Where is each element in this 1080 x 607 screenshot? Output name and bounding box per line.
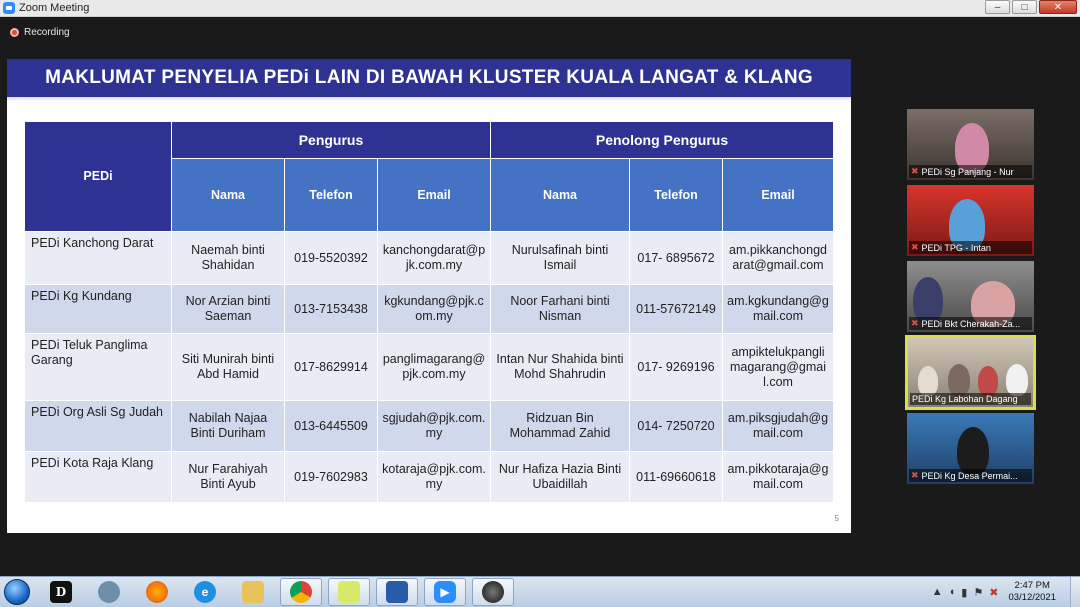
window-controls <box>985 0 1077 14</box>
cell-penolong-telefon: 017- 6895672 <box>630 232 722 284</box>
start-button[interactable] <box>0 577 34 607</box>
cell-pengurus-nama: Naemah binti Shahidan <box>172 232 284 284</box>
cell-pengurus-telefon: 019-5520392 <box>285 232 377 284</box>
cell-pedi: PEDi Org Asli Sg Judah <box>25 401 171 451</box>
firefox-icon <box>146 581 168 603</box>
recording-indicator[interactable] <box>10 27 70 38</box>
participant-avatar <box>948 364 970 396</box>
shared-slide <box>7 59 851 533</box>
slide-header <box>7 59 851 97</box>
volume-icon[interactable]: ◖ <box>948 585 956 598</box>
header-pengurus-nama: Nama <box>172 159 284 231</box>
header-pengurus-email: Email <box>378 159 490 231</box>
mic-muted-icon: ✖ <box>911 318 919 328</box>
header-penolong-pengurus: Penolong Pengurus <box>491 122 833 158</box>
cell-pedi: PEDi Teluk Panglima Garang <box>25 334 171 400</box>
participant-name-label: ✖ PEDi Kg Desa Permai... <box>909 469 1032 482</box>
slide-page-number: 5 <box>834 514 839 523</box>
taskbar-app[interactable] <box>232 578 274 606</box>
cell-pedi: PEDi Kanchong Darat <box>25 232 171 284</box>
cell-pengurus-email: kanchongdarat@pjk.com.my <box>378 232 490 284</box>
cell-pengurus-email: panglimagarang@pjk.com.my <box>378 334 490 400</box>
taskbar-app[interactable] <box>136 578 178 606</box>
zoom-app-icon <box>3 2 15 14</box>
supervisor-table <box>24 121 834 503</box>
header-penolong-email: Email <box>723 159 833 231</box>
window-title: Zoom Meeting <box>19 2 90 14</box>
table-row <box>25 401 833 451</box>
table-row <box>25 334 833 400</box>
table-row <box>25 452 833 502</box>
chrome-icon <box>290 581 312 603</box>
taskbar-app[interactable] <box>88 578 130 606</box>
cell-penolong-telefon: 014- 7250720 <box>630 401 722 451</box>
participant-name-label: ✖ PEDi TPG - Intan <box>909 241 1032 254</box>
taskbar-app[interactable] <box>328 578 370 606</box>
cell-pengurus-nama: Nabilah Najaa Binti Duriham <box>172 401 284 451</box>
cell-pengurus-nama: Siti Munirah binti Abd Hamid <box>172 334 284 400</box>
participant-avatar <box>978 366 998 396</box>
security-icon[interactable]: ✖ <box>989 586 999 599</box>
clock-time: 2:47 PM <box>1014 580 1050 591</box>
network-icon <box>98 581 120 603</box>
minimize-button[interactable]: – <box>985 0 1010 14</box>
taskbar-app[interactable] <box>280 578 322 606</box>
cell-penolong-email: am.piksgjudah@gmail.com <box>723 401 833 451</box>
active-speaker-tile[interactable] <box>905 335 1036 410</box>
cell-pengurus-nama: Nur Farahiyah Binti Ayub <box>172 452 284 502</box>
taskbar <box>0 576 1080 607</box>
system-clock[interactable] <box>1008 580 1056 604</box>
maximize-button[interactable]: □ <box>1012 0 1037 14</box>
participant-name-label: ✖ PEDi Bkt Cherakah-Za... <box>909 317 1032 330</box>
header-pengurus-telefon: Telefon <box>285 159 377 231</box>
show-desktop-button[interactable] <box>1070 577 1080 607</box>
taskbar-app[interactable] <box>472 578 514 606</box>
tray-icons <box>932 586 999 599</box>
participant-name-label: PEDi Kg Labohan Dagang <box>910 393 1031 405</box>
cell-pengurus-email: kgkundang@pjk.com.my <box>378 285 490 333</box>
cell-penolong-telefon: 017- 9269196 <box>630 334 722 400</box>
participant-tile[interactable] <box>907 261 1034 332</box>
cell-pengurus-telefon: 013-6445509 <box>285 401 377 451</box>
zoom-icon: ▶ <box>434 581 456 603</box>
cell-pengurus-nama: Nor Arzian binti Saeman <box>172 285 284 333</box>
cell-penolong-nama: Noor Farhani binti Nisman <box>491 285 629 333</box>
cell-pedi: PEDi Kg Kundang <box>25 285 171 333</box>
header-penolong-nama: Nama <box>491 159 629 231</box>
cell-penolong-nama: Nur Hafiza Hazia Binti Ubaidillah <box>491 452 629 502</box>
table-row <box>25 285 833 333</box>
cell-penolong-nama: Ridzuan Bin Mohammad Zahid <box>491 401 629 451</box>
cell-penolong-telefon: 011-69660618 <box>630 452 722 502</box>
notes-icon <box>338 581 360 603</box>
clock-date: 03/12/2021 <box>1008 592 1056 603</box>
cell-pengurus-email: sgjudah@pjk.com.my <box>378 401 490 451</box>
header-pedi: PEDi <box>25 122 171 231</box>
recording-label: Recording <box>24 27 70 38</box>
taskbar-app[interactable] <box>376 578 418 606</box>
system-tray <box>932 577 1080 607</box>
flag-icon[interactable]: ⚑ <box>973 586 984 599</box>
cell-pengurus-telefon: 017-8629914 <box>285 334 377 400</box>
network-tray-icon[interactable]: ▮ <box>961 586 968 599</box>
slide-header-shadow <box>7 97 851 101</box>
mic-muted-icon: ✖ <box>911 166 919 176</box>
ie-icon: e <box>194 581 216 603</box>
slide-title: MAKLUMAT PENYELIA PEDi LAIN DI BAWAH KLUSTER KUALA LANGAT & KLANG <box>45 67 813 88</box>
dictionary-icon: D <box>50 581 72 603</box>
camera-icon <box>482 581 504 603</box>
cell-penolong-email: ampiktelukpanglimagarang@gmail.com <box>723 334 833 400</box>
mic-muted-icon: ✖ <box>911 470 919 480</box>
cell-pengurus-telefon: 013-7153438 <box>285 285 377 333</box>
participant-avatar <box>918 366 938 396</box>
windows-orb-icon <box>4 579 30 605</box>
header-pengurus: Pengurus <box>172 122 490 158</box>
taskbar-app[interactable] <box>424 578 466 606</box>
taskbar-app[interactable] <box>184 578 226 606</box>
header-penolong-telefon: Telefon <box>630 159 722 231</box>
cell-penolong-telefon: 011-57672149 <box>630 285 722 333</box>
taskbar-app[interactable] <box>40 578 82 606</box>
chevron-up-icon[interactable]: ▲ <box>931 585 943 598</box>
remote-desktop-icon <box>386 581 408 603</box>
close-button[interactable]: ✕ <box>1039 0 1077 14</box>
participant-name-label: ✖ PEDi Sg Panjang - Nur <box>909 165 1032 178</box>
cell-pedi: PEDi Kota Raja Klang <box>25 452 171 502</box>
participant-tile[interactable] <box>907 185 1034 256</box>
folder-icon <box>242 581 264 603</box>
cell-pengurus-telefon: 019-7602983 <box>285 452 377 502</box>
window-titlebar <box>0 0 1080 17</box>
mic-muted-icon: ✖ <box>911 242 919 252</box>
participant-avatar <box>957 427 989 475</box>
cell-pengurus-email: kotaraja@pjk.com.my <box>378 452 490 502</box>
table-row <box>25 232 833 284</box>
cell-penolong-email: am.pikkotaraja@gmail.com <box>723 452 833 502</box>
cell-penolong-nama: Nurulsafinah binti Ismail <box>491 232 629 284</box>
cell-penolong-email: am.pikkanchongdarat@gmail.com <box>723 232 833 284</box>
participant-tile[interactable] <box>907 413 1034 484</box>
cell-penolong-nama: Intan Nur Shahida binti Mohd Shahrudin <box>491 334 629 400</box>
participant-tile[interactable] <box>907 109 1034 180</box>
participant-avatar <box>1006 364 1028 396</box>
recording-dot-icon <box>10 28 19 37</box>
cell-penolong-email: am.kgkundang@gmail.com <box>723 285 833 333</box>
